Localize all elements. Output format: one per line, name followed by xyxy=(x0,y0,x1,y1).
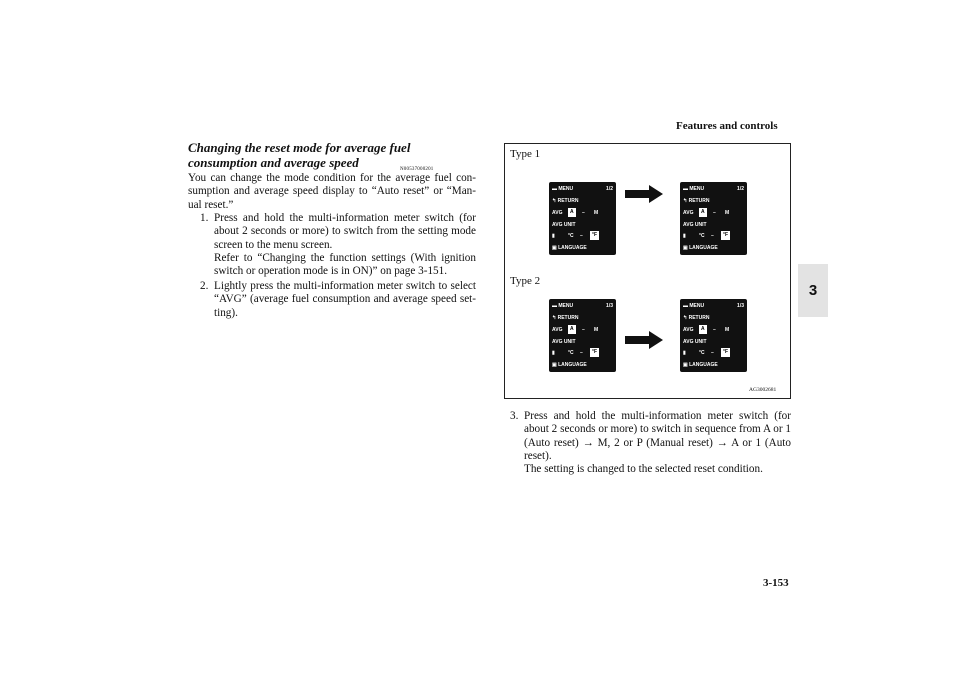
page-number: 3-153 xyxy=(763,577,789,589)
language-icon: ▣ xyxy=(552,245,559,251)
thermometer-icon: ▮ xyxy=(552,350,555,356)
return-icon: ↰ xyxy=(683,315,689,321)
arrow-right-icon xyxy=(625,184,665,204)
language-icon: ▣ xyxy=(683,362,690,368)
menu-icon: ▬ xyxy=(683,186,690,192)
display-type1-after: ▬ MENU 1/2 ↰ RETURN AVG A – M AVG UNIT ▮ °C – °F ▣ LANGUAGE xyxy=(680,182,747,255)
menu-icon: ▬ xyxy=(552,186,559,192)
language-icon: ▣ xyxy=(683,245,690,251)
step-1-number: 1. xyxy=(200,212,209,224)
figure-code: AG3002681 xyxy=(749,387,777,393)
type1-label: Type 1 xyxy=(510,148,541,160)
step-2-text: Lightly press the multi-information meter switch to select “AVG” (average fuel consumption and average speed set-ting). xyxy=(214,280,476,319)
step-1 xyxy=(200,212,476,278)
menu-icon: ▬ xyxy=(683,303,690,309)
step-2-number: 2. xyxy=(200,280,209,292)
menu-icon: ▬ xyxy=(552,303,559,309)
step-3 xyxy=(510,410,791,476)
display-type2-after: ▬ MENU 1/3 ↰ RETURN AVG A – M AVG UNIT ▮ °C – °F ▣ LANGUAGE xyxy=(680,299,747,372)
section-code: N00537000201 xyxy=(400,167,434,172)
header-section: Features and controls xyxy=(676,120,778,132)
step-3-number: 3. xyxy=(510,410,519,422)
display-type2-before: ▬ MENU 1/3 ↰ RETURN AVG A – M AVG UNIT ▮ °C – °F ▣ LANGUAGE xyxy=(549,299,616,372)
thermometer-icon: ▮ xyxy=(683,350,686,356)
step-1-note: Refer to “Changing the function settings (With ignition switch or operation mode is in ON)” on page 3-151. xyxy=(214,251,476,278)
type2-label: Type 2 xyxy=(510,275,541,287)
display-type1-before: ▬ MENU 1/2 ↰ RETURN AVG A – M AVG UNIT ▮ °C – °F ▣ LANGUAGE xyxy=(549,182,616,255)
step-3-text: Press and hold the multi-information meter switch (for about 2 seconds or more) to switch in sequence from A or 1 (Auto reset) → M, 2 or P (Manual reset) → A or 1 (Auto reset). xyxy=(524,410,791,462)
language-icon: ▣ xyxy=(552,362,559,368)
return-icon: ↰ xyxy=(683,198,689,204)
figure-panel xyxy=(504,143,791,399)
section-title: Changing the reset mode for average fuel consumption and average speed xyxy=(188,140,411,170)
return-icon: ↰ xyxy=(552,315,558,321)
step-2 xyxy=(200,280,476,320)
chapter-tab: 3 xyxy=(798,264,828,317)
thermometer-icon: ▮ xyxy=(552,233,555,239)
step-3-note: The setting is changed to the selected reset condition. xyxy=(524,463,763,476)
return-icon: ↰ xyxy=(552,198,558,204)
thermometer-icon: ▮ xyxy=(683,233,686,239)
step-1-text: Press and hold the multi-information meter switch (for about 2 seconds or more) to switch from the setting mode screen to the menu screen. xyxy=(214,212,476,251)
arrow-right-icon xyxy=(625,330,665,350)
intro-paragraph: You can change the mode condition for the average fuel con-sumption and average speed display to “Auto reset” or “Man-ual reset.” xyxy=(188,172,476,211)
